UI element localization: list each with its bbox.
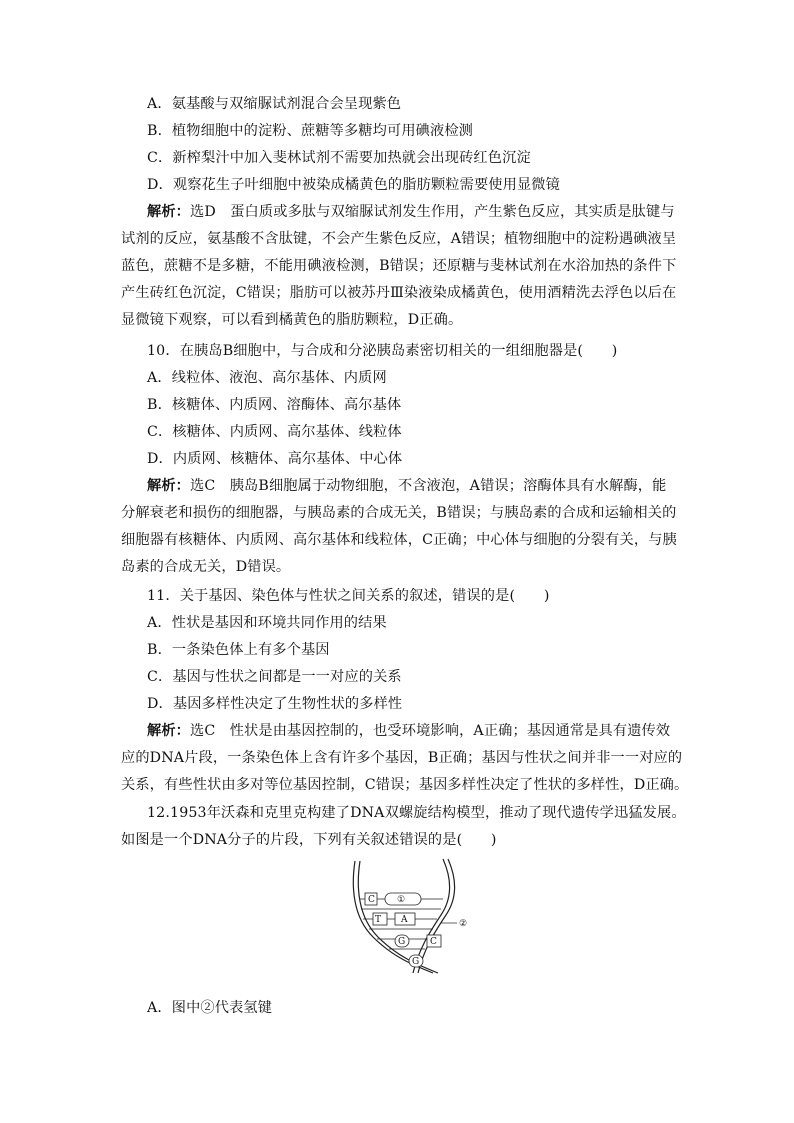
q9-analysis-line-4: 产生砖红色沉淀，C错误；脂肪可以被苏丹Ⅲ染液染成橘黄色，使用酒精洗去浮色以后在 xyxy=(121,285,677,301)
q12-stem-line-2: 如图是一个DNA分子的片段，下列有关叙述错误的是( ) xyxy=(121,832,497,848)
q10-option-b: B．核糖体、内质网、溶酶体、高尔基体 xyxy=(147,397,402,413)
q9-analysis-line-3: 蓝色，蔗糖不是多糖，不能用碘液检测，B错误；还原糖与斐林试剂在水浴加热的条件下 xyxy=(121,258,677,274)
q11-analysis-line-3: 关系，有些性状由多对等位基因控制，C错误；基因多样性决定了性状的多样性，D正确。 xyxy=(121,777,689,793)
q12-stem-line-1: 12.1953年沃森和克里克构建了DNA双螺旋结构模型，推动了现代遗传学迅猛发展。 xyxy=(147,805,686,821)
q10-option-a: A．线粒体、液泡、高尔基体、内质网 xyxy=(147,370,387,386)
base-g2-label: G xyxy=(412,957,420,967)
q9-analysis-line-5: 显微镜下观察，可以看到橘黄色的脂肪颗粒，D正确。 xyxy=(121,312,463,328)
q12-option-a: A．图中②代表氢键 xyxy=(147,1000,273,1016)
q9-option-a: A．氨基酸与双缩脲试剂混合会呈现紫色 xyxy=(147,96,402,112)
base-a-label: A xyxy=(401,915,408,925)
q9-option-d: D．观察花生子叶细胞中被染成橘黄色的脂肪颗粒需要使用显微镜 xyxy=(147,177,560,193)
q11-option-b: B．一条染色体上有多个基因 xyxy=(147,642,330,658)
q10-analysis-label: 解析： xyxy=(147,478,191,494)
q11-option-c: C．基因与性状之间都是一一对应的关系 xyxy=(147,669,402,685)
q9-analysis-label: 解析： xyxy=(147,204,191,220)
q10-analysis-line-2: 分解衰老和损伤的细胞器，与胰岛素的合成无关，B错误；与胰岛素的合成和运输相关的 xyxy=(121,505,677,521)
base-g-label: G xyxy=(398,937,406,947)
q9-analysis-line-2: 试剂的反应，氨基酸不含肽键，不会产生紫色反应，A错误；植物细胞中的淀粉遇碘液呈 xyxy=(121,231,677,247)
q9-analysis-line-1: 解析：选D 蛋白质或多肽与双缩脲试剂发生作用，产生紫色反应，其实质是肽键与 xyxy=(147,204,675,220)
q11-analysis-line-2: 应的DNA片段，一条染色体上含有许多个基因，B正确；基因与性状之间并非一一对应的 xyxy=(121,750,683,766)
q9-option-b: B．植物细胞中的淀粉、蔗糖等多糖均可用碘液检测 xyxy=(147,123,474,139)
q10-analysis-line-4: 岛素的合成无关，D错误。 xyxy=(121,559,291,575)
q11-option-a: A．性状是基因和环境共同作用的结果 xyxy=(147,615,387,631)
q10-option-d: D．内质网、核糖体、高尔基体、中心体 xyxy=(147,451,403,467)
q10-analysis-line-3: 细胞器有核糖体、内质网、高尔基体和线粒体，C正确；中心体与细胞的分裂有关，与胰 xyxy=(121,532,677,548)
base-t-label: T xyxy=(375,915,382,925)
part-1-label: ① xyxy=(397,895,406,905)
q9-option-c: C．新榨梨汁中加入斐林试剂不需要加热就会出现砖红色沉淀 xyxy=(147,150,531,166)
q11-stem: 11．关于基因、染色体与性状之间关系的叙述，错误的是( ) xyxy=(147,588,550,604)
base-c-label: C xyxy=(368,895,375,905)
q11-analysis-label: 解析： xyxy=(147,723,191,739)
q11-option-d: D．基因多样性决定了生物性状的多样性 xyxy=(147,696,403,712)
q10-option-c: C．核糖体、内质网、高尔基体、线粒体 xyxy=(147,424,402,440)
dna-diagram xyxy=(333,857,493,977)
base-c2-label: C xyxy=(430,937,437,947)
q11-analysis-line-1: 解析：选C 性状是由基因控制的，也受环境影响，A正确；基因通常是具有遗传效 xyxy=(147,723,671,739)
part-2-label: ② xyxy=(459,919,468,929)
q10-analysis-line-1: 解析：选C 胰岛B细胞属于动物细胞，不含液泡，A错误；溶酶体具有水解酶，能 xyxy=(147,478,667,494)
q10-stem: 10．在胰岛B细胞中，与合成和分泌胰岛素密切相关的一组细胞器是( ) xyxy=(147,343,618,359)
